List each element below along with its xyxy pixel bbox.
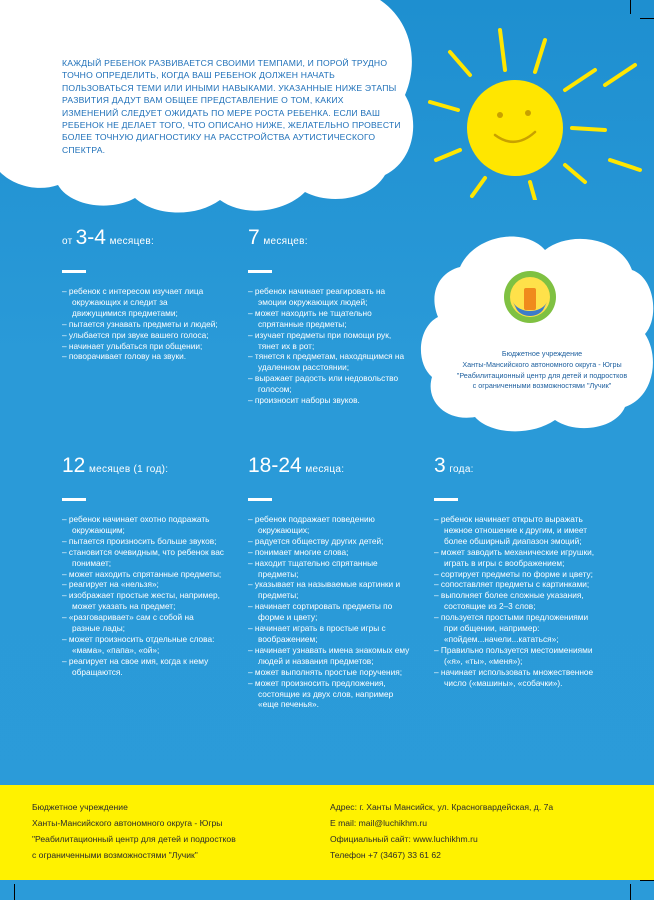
contact-info bbox=[330, 799, 553, 863]
website-link[interactable]: Официальный сайт: www.luchikhm.ru bbox=[330, 834, 478, 844]
logo-caption-line-2: Ханты-Мансийского автономного округа - Югры bbox=[462, 359, 622, 369]
list-item: – может находить спрятанные предметы; bbox=[62, 568, 222, 579]
list-item: – пользуется простыми предложениями при общении, например: «пойдем...начели...кататься»; bbox=[434, 612, 589, 644]
list-item: – сопоставляет предметы с картинками; bbox=[434, 579, 590, 590]
stage-18-24-months bbox=[248, 454, 416, 710]
stage-unit: года: bbox=[449, 464, 474, 475]
list-item: – начинает сортировать предметы по форме и цвету; bbox=[248, 601, 393, 623]
phone: Телефон +7 (3467) 33 61 62 bbox=[330, 850, 441, 860]
crop-mark-right-bottom bbox=[640, 880, 654, 881]
org-line: с ограниченными возможностями "Лучик" bbox=[32, 850, 198, 860]
list-item: – ребенок начинает охотно подражать окружающим; bbox=[62, 514, 210, 535]
footer bbox=[0, 785, 654, 880]
org-line: Бюджетное учреждение bbox=[32, 802, 128, 812]
list-item: – пытается произносить больше звуков; bbox=[62, 535, 217, 546]
stage-heading bbox=[62, 454, 224, 482]
list-item: – может находить не тщательно спрятанные предметы; bbox=[248, 307, 372, 329]
stage-number: 12 bbox=[62, 454, 86, 477]
stage-heading bbox=[434, 454, 604, 482]
stage-number: 3-4 bbox=[75, 226, 106, 249]
stage-list bbox=[248, 286, 413, 406]
list-item: – пытается узнавать предметы и людей; bbox=[62, 318, 218, 329]
luchik-logo bbox=[503, 270, 557, 324]
email-link[interactable]: E mail: mail@luchikhm.ru bbox=[330, 818, 428, 828]
stage-rule bbox=[62, 498, 86, 501]
stage-rule bbox=[434, 498, 458, 501]
stage-unit: месяца: bbox=[305, 464, 345, 475]
stage-prefix: от bbox=[62, 236, 76, 247]
list-item: – изучает предметы при помощи рук, тянет их в рот; bbox=[248, 329, 392, 351]
stage-heading bbox=[62, 226, 222, 254]
stage-unit: месяцев: bbox=[263, 236, 308, 247]
list-item: – ребенок подражает поведению окружающих; bbox=[248, 514, 375, 535]
stage-rule bbox=[62, 270, 86, 273]
list-item: – может произносить отдельные слова: «мама», «папа», «ой»; bbox=[62, 633, 215, 655]
stage-number: 18-24 bbox=[248, 454, 302, 477]
list-item: – ребенок начинает открыто выражать нежное отношение к другим, и имеет более обширный диапазон эмоций; bbox=[434, 514, 588, 546]
stage-heading bbox=[248, 454, 416, 482]
address: Адрес: г. Ханты Мансийск, ул. Красногвардейская, д. 7а bbox=[330, 802, 554, 812]
list-item: – сортирует предметы по форме и цвету; bbox=[434, 568, 593, 579]
stage-unit: месяцев (1 год): bbox=[88, 464, 169, 475]
stage-list bbox=[62, 286, 222, 362]
crop-mark-bottom-right bbox=[630, 884, 631, 900]
list-item: – ребенок начинает реагировать на эмоции окружающих людей; bbox=[248, 286, 386, 307]
list-item: – Правильно пользуется местоимениями («я», «ты», «меня»); bbox=[434, 644, 593, 666]
stage-12-months bbox=[62, 454, 224, 678]
list-item: – становится очевидным, что ребенок вас понимает; bbox=[62, 546, 224, 568]
list-item: – находит тщательно спрятанные предметы; bbox=[248, 557, 378, 579]
sun-icon bbox=[420, 10, 654, 200]
logo-cloud bbox=[420, 222, 654, 437]
stage-list bbox=[248, 514, 416, 710]
list-item: – ребенок с интересом изучает лица окружающих и следит за движущимися предметами; bbox=[62, 286, 204, 318]
list-item: – начинает играть в простые игры с воображением; bbox=[248, 623, 386, 644]
list-item: – начинает узнавать имена знакомых ему людей и названия предметов; bbox=[248, 644, 410, 666]
stage-list bbox=[434, 514, 604, 689]
org-info bbox=[32, 799, 236, 863]
list-item: – изображает простые жесты, например, может указать на предмет; bbox=[62, 590, 220, 612]
logo-caption-line-1: Бюджетное учреждение bbox=[501, 349, 583, 358]
stage-7-months bbox=[248, 226, 413, 406]
list-item: – выражает радость или недовольство голосом; bbox=[248, 373, 399, 395]
intro-text: КАЖДЫЙ РЕБЕНОК РАЗВИВАЕТСЯ СВОИМИ ТЕМПАМИ, И ПОРОЙ ТРУДНО ТОЧНО ОПРЕДЕЛИТЬ, КОГДА ВАШ РЕБЕНОК ДОЛЖЕН НАЧАТЬ ПОЛЬЗОВАТЬСЯ ТЕМИ ИЛИ ИНЫМИ НАВЫКАМИ. УКАЗАННЫЕ НИЖЕ ЭТАПЫ РАЗВИТИЯ ДАДУТ ВАМ ОБЩЕЕ ПРЕДСТАВЛЕНИЕ О ТОМ, КАКИХ ИЗМЕНЕНИЙ СЛЕДУЕТ ОЖИДАТЬ ПО МЕРЕ РОСТА РЕБЕНКА. ЕСЛИ ВАШ РЕБЕНОК НЕ ДЕЛАЕТ ТОГО, ЧТО ОПИСАНО НИЖЕ, ЖЕЛАТЕЛЬНО ПРОВЕСТИ БОЛЕЕ ТОЧНУЮ ДИАГНОСТИКУ НА РАССТРОЙСТВА АУТИСТИЧЕСКОГО СПЕКТРА. bbox=[62, 58, 401, 155]
list-item: – выполняет более сложные указания, состоящие из 2–3 слов; bbox=[434, 590, 584, 612]
logo-caption-line-4: с ограниченными возможностями "Лучик" bbox=[472, 381, 612, 391]
stage-number: 3 bbox=[434, 454, 446, 477]
stage-rule bbox=[248, 270, 272, 273]
list-item: – начинает использовать множественное число («машины», «собачки»). bbox=[434, 666, 594, 688]
list-item: – улыбается при звуке вашего голоса; bbox=[62, 329, 209, 340]
stage-3-years bbox=[434, 454, 604, 689]
list-item: – понимает многие слова; bbox=[248, 546, 349, 557]
logo-caption-line-3: "Реабилитационный центр для детей и подростков bbox=[456, 370, 628, 380]
list-item: – тянется к предметам, находящимся на удаленном расстоянии; bbox=[248, 351, 405, 373]
list-item: – может выполнять простые поручения; bbox=[248, 666, 403, 677]
stage-rule bbox=[248, 498, 272, 501]
list-item: – радуется обществу других детей; bbox=[248, 535, 384, 546]
crop-mark-bottom-left bbox=[14, 884, 15, 900]
org-line: Ханты-Мансийского автономного округа - Югры bbox=[32, 818, 223, 828]
stage-list bbox=[62, 514, 224, 678]
list-item: – начинает улыбаться при общении; bbox=[62, 340, 203, 351]
stage-heading bbox=[248, 226, 413, 254]
list-item: – произносит наборы звуков. bbox=[248, 395, 360, 406]
logo-caption bbox=[440, 349, 644, 392]
stage-3-4-months bbox=[62, 226, 222, 362]
list-item: – реагирует на свое имя, когда к нему обращаются. bbox=[62, 655, 209, 677]
org-line: "Реабилитационный центр для детей и подростков bbox=[32, 834, 236, 844]
list-item: – указывает на называемые картинки и предметы; bbox=[248, 579, 401, 601]
stage-number: 7 bbox=[248, 226, 260, 249]
list-item: – «разговаривает» сам с собой на разные лады; bbox=[62, 612, 194, 634]
list-item: – может заводить механические игрушки, играть в игры с воображением; bbox=[434, 546, 595, 568]
list-item: – может произносить предложения, состоящие из двух слов, например «еще печенья». bbox=[248, 677, 394, 710]
list-item: – поворачивает голову на звуки. bbox=[62, 351, 187, 362]
list-item: – реагирует на «нельзя»; bbox=[62, 579, 159, 590]
stage-unit: месяцев: bbox=[109, 236, 155, 247]
